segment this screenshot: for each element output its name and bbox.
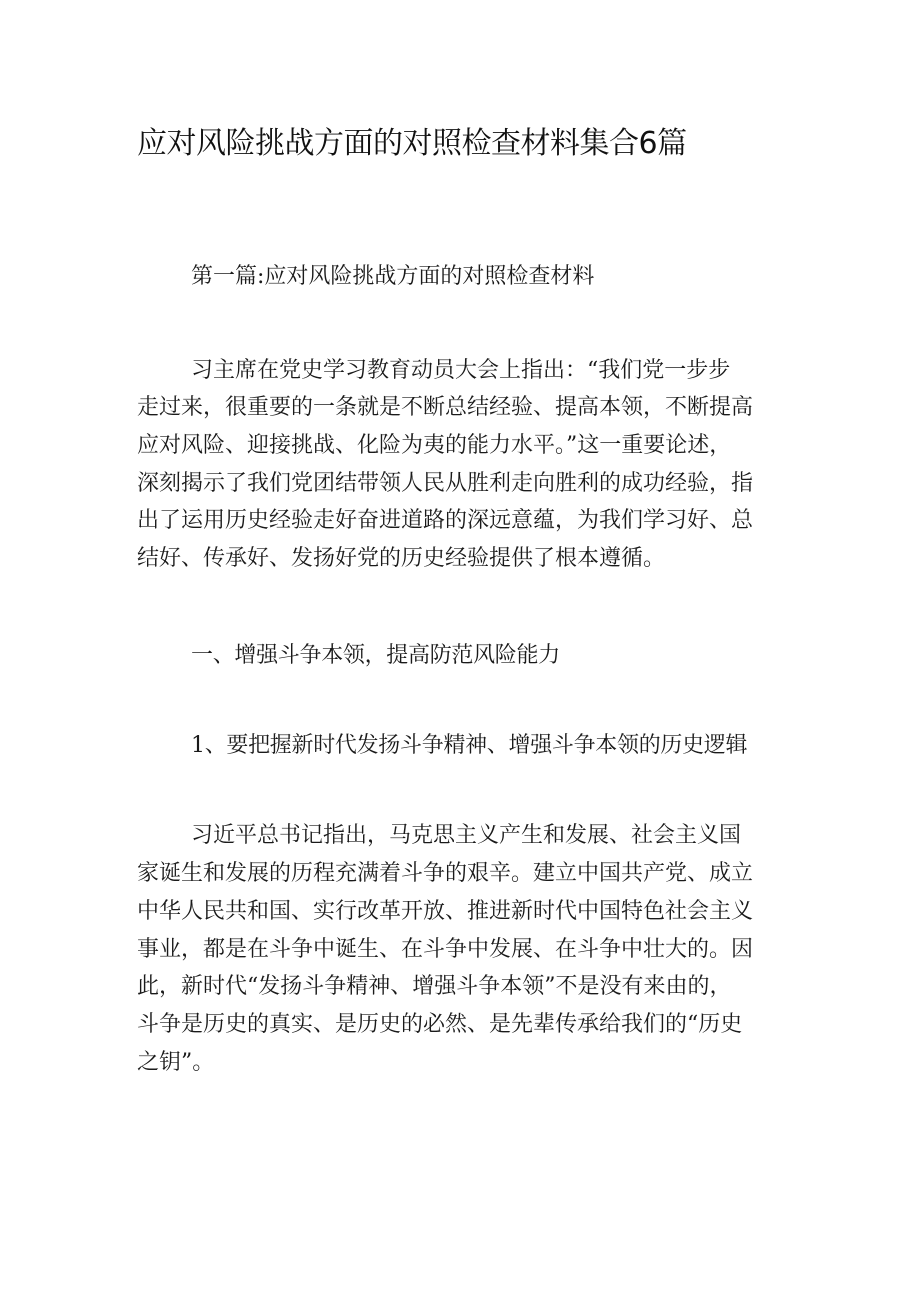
paragraph-1-line-4: 深刻揭示了我们党团结带领人民从胜利走向胜利的成功经验，指	[137, 471, 754, 496]
paragraph-2-line-6: 斗争是历史的真实、是历史的必然、是先辈传承给我们的“历史	[137, 1012, 743, 1037]
paragraph-1-line-1: 习主席在党史学习教育动员大会上指出：“我们党一步步	[191, 358, 731, 383]
paragraph-2-line-2: 家诞生和发展的历程充满着斗争的艰辛。建立中国共产党、成立	[137, 861, 754, 886]
paragraph-1-line-2: 走过来，很重要的一条就是不断总结经验、提高本领，不断提高	[137, 395, 754, 420]
subheading-1: 一、增强斗争本领，提高防范风险能力	[191, 643, 560, 668]
document-title: 应对风险挑战方面的对照检查材料集合6篇	[137, 126, 687, 161]
paragraph-2-line-4: 事业，都是在斗争中诞生、在斗争中发展、在斗争中壮大的。因	[137, 937, 754, 962]
paragraph-2-line-1: 习近平总书记指出，马克思主义产生和发展、社会主义国	[191, 823, 742, 848]
paragraph-1-line-6: 结好、传承好、发扬好党的历史经验提供了根本遵循。	[137, 546, 666, 571]
paragraph-2-line-5: 此，新时代“发扬斗争精神、增强斗争本领”不是没有来由的，	[137, 974, 732, 999]
paragraph-2-line-7: 之钥”。	[137, 1050, 215, 1075]
subheading-2: 1、要把握新时代发扬斗争精神、增强斗争本领的历史逻辑	[191, 733, 748, 758]
section-heading: 第一篇:应对风险挑战方面的对照检查材料	[191, 264, 595, 289]
paragraph-1-line-3: 应对风险、迎接挑战、化险为夷的能力水平。”这一重要论述，	[137, 433, 732, 458]
paragraph-2-line-3: 中华人民共和国、实行改革开放、推进新时代中国特色社会主义	[137, 899, 754, 924]
paragraph-1-line-5: 出了运用历史经验走好奋进道路的深远意蕴，为我们学习好、总	[137, 508, 754, 533]
